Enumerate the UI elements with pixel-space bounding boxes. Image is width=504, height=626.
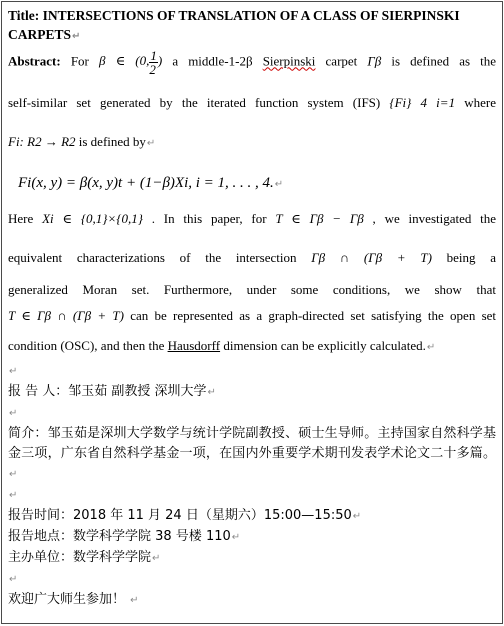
report-time: 报告时间：2018 年 11 月 24 日（星期六）15:00—15:50↵ bbox=[8, 508, 362, 523]
document-title: Title: INTERSECTIONS OF TRANSLATION OF A CLASS OF SIERPINSKI CARPETS↵ bbox=[8, 8, 460, 42]
fraction-one-half: $\frac{1}{2}$ bbox=[149, 48, 157, 77]
t-difference-math: T ∈ Γβ − Γβ bbox=[275, 211, 364, 226]
abstract-line: generalized Moran set. Furthermore, under some conditions, we show that bbox=[8, 282, 496, 297]
abstract-line: Abstract: For β ∈ (0, $\frac{1}{2}$ ) a middle-1-2β Sierpinski carpet Γβ is defined as the bbox=[8, 48, 497, 77]
host-unit: 主办单位：数学科学学院↵ bbox=[8, 550, 161, 565]
paragraph-mark: ↵ bbox=[72, 31, 81, 42]
intersection-math: Γβ ∩ (Γβ + T) bbox=[311, 250, 432, 265]
abstract-paragraph bbox=[8, 49, 496, 359]
welcome-line: 欢迎广大师生参加！ ↵ bbox=[8, 592, 139, 607]
x-set-math: Xi ∈ {0,1}×{0,1} bbox=[42, 211, 143, 226]
abstract-line: equivalent characterizations of the intersection Γβ ∩ (Γβ + T) being a bbox=[8, 250, 497, 265]
hausdorff-word: Hausdorff bbox=[167, 338, 221, 353]
abstract-line: self-similar set generated by the iterated function system (IFS) {Fi} 4 i=1 where bbox=[8, 95, 497, 110]
abstract-line: Here Xi ∈ {0,1}×{0,1} . In this paper, for T ∈ Γβ − Γβ , we investigated the bbox=[8, 211, 497, 226]
report-place: 报告地点：数学科学学院 38 号楼 110↵ bbox=[8, 529, 241, 544]
blank-line: ↵ bbox=[9, 574, 18, 585]
ifs-math: {Fi} 4 i=1 bbox=[389, 95, 456, 110]
gamma-beta-math: Γβ bbox=[367, 53, 382, 69]
document-page bbox=[1, 1, 503, 624]
intro-paragraph: 简介：邹玉茹是深圳大学数学与统计学院副教授、硕士生导师。主持国家自然科学基金三项，广东省自然科学基金一项，在国内外重要学术期刊发表学术论文二十多篇。↵ bbox=[8, 426, 496, 480]
map-definition-math: Fi: R2 → R2 bbox=[8, 134, 76, 149]
abstract-label: Abstract: bbox=[8, 53, 61, 69]
abstract-line: condition (OSC), and then the Hausdorff dimension can be explicitly calculated.↵ bbox=[8, 338, 436, 353]
ifs-formula: Fi(x, y) = β(x, y)t + (1−β)Xi, i = 1, . . . , 4. bbox=[18, 175, 274, 191]
blank-line: ↵ bbox=[9, 490, 18, 501]
abstract-line: Fi: R2 → R2 is defined by↵ bbox=[8, 134, 156, 149]
t-intersection-math: T ∈ Γβ ∩ (Γβ + T) bbox=[8, 308, 124, 323]
abstract-line: T ∈ Γβ ∩ (Γβ + T) can be represented as a graph-directed set satisfying the open set bbox=[8, 308, 497, 323]
blank-line: ↵ bbox=[9, 366, 18, 377]
spellcheck-sierpinski: Sierpinski bbox=[262, 53, 316, 69]
formula-line: Fi(x, y) = β(x, y)t + (1−β)Xi, i = 1, . . . , 4.↵ bbox=[18, 175, 284, 191]
beta-range-math: β ∈ (0, $\frac{1}{2}$ ) bbox=[99, 48, 163, 77]
blank-line: ↵ bbox=[9, 408, 18, 419]
reporter-line: 报 告 人：邹玉茹 副教授 深圳大学↵ bbox=[8, 384, 216, 399]
